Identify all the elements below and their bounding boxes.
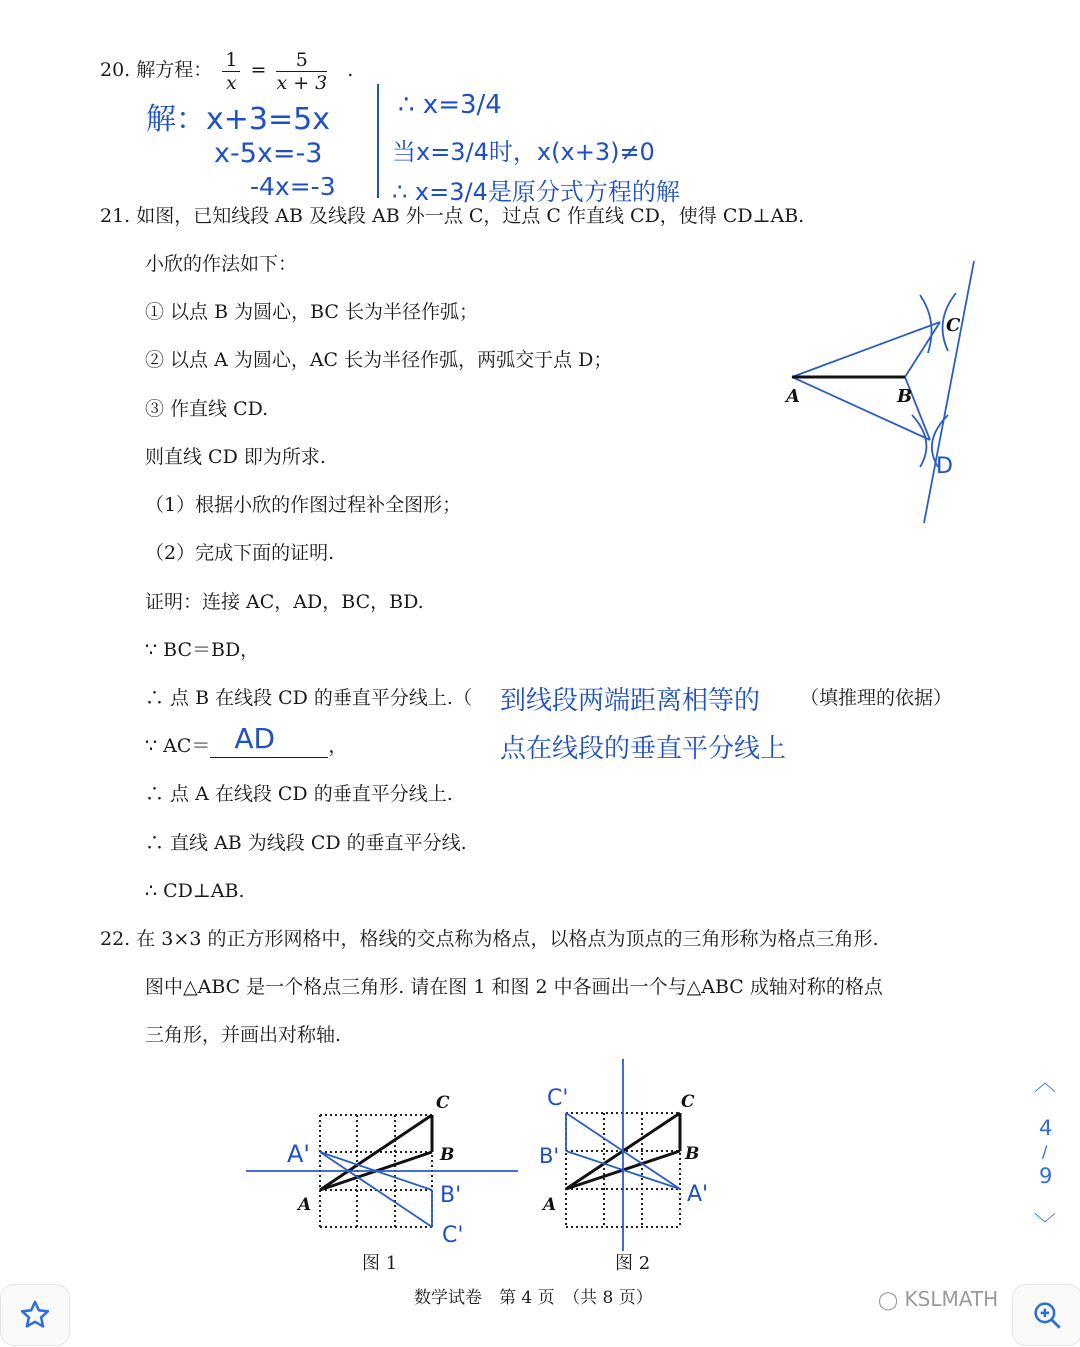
q21-prompt: 如图，已知线段 AB 及线段 AB 外一点 C，过点 C 作直线 CD，使得 CD⊥AB. <box>136 205 805 227</box>
wechat-icon: ◯ <box>878 1290 899 1311</box>
zoom-button[interactable] <box>1012 1284 1080 1346</box>
fill-hint: （填推理的依据） <box>800 687 953 709</box>
proof-comma: ， <box>328 735 348 757</box>
page-separator: / <box>1042 1142 1048 1161</box>
chevron-up-icon[interactable]: ︿ <box>1034 1071 1057 1096</box>
q22-figure-1 <box>240 1080 530 1250</box>
fig1-label-b: B <box>440 1145 455 1165</box>
q21-part-2: （2）完成下面的证明. <box>145 542 335 564</box>
q20-fraction-right <box>276 49 327 94</box>
q20-prompt: 解方程： <box>136 59 213 81</box>
label-d: D <box>936 454 953 479</box>
proof-line-7: ∴ CD⊥AB. <box>145 880 245 902</box>
fig1-label-c: C <box>436 1093 450 1113</box>
hw-reason-2: 点在线段的垂直平分线上 <box>500 734 787 764</box>
fig2-label-a1: A' <box>687 1182 709 1207</box>
arc-d-1 <box>912 415 926 467</box>
watermark-text: KSLMATH <box>904 1287 999 1311</box>
page-footer: 数学试卷 第 4 页 （共 8 页） <box>414 1288 653 1308</box>
fig2-label-b1: B' <box>539 1144 560 1168</box>
fig1-label-c1: C' <box>442 1223 464 1248</box>
page-total: 9 <box>1039 1164 1053 1188</box>
q20-number: 20. <box>100 59 131 81</box>
proof-line-2: ∵ BC＝BD， <box>145 639 260 661</box>
fig2-label-a: A <box>543 1195 557 1215</box>
label-a: A <box>786 386 800 407</box>
frac-right-denominator: x + 3 <box>276 71 328 94</box>
segment-bc <box>905 322 940 377</box>
proof-ac-equals: ∵ AC＝ <box>145 735 211 757</box>
q20-fraction-left <box>222 49 240 94</box>
answer-blank <box>210 722 328 758</box>
q22-line-2: 图中△ABC 是一个格点三角形. 请在图 1 和图 2 中各画出一个与△ABC 成轴对称的格点 <box>145 976 883 998</box>
zoom-in-icon <box>1030 1298 1064 1332</box>
hw-line-2: x-5x=-3 <box>214 138 323 169</box>
label-b: B <box>897 386 913 407</box>
q21-conclusion: 则直线 CD 即为所求. <box>145 446 326 468</box>
hw-line-5: 当x=3/4时，x(x+3)≠0 <box>392 138 655 166</box>
fig1-caption: 图 1 <box>362 1253 398 1274</box>
q22-figure-2 <box>535 1055 735 1255</box>
segment-ac <box>792 322 940 377</box>
hw-reason-1: 到线段两端距离相等的 <box>500 686 761 716</box>
equals-sign: = <box>250 59 267 81</box>
chevron-down-icon[interactable]: ﹀ <box>1034 1213 1057 1238</box>
page-current: 4 <box>1039 1116 1053 1140</box>
hw-line-6: ∴ x=3/4是原分式方程的解 <box>392 178 680 206</box>
fig2-label-b: B <box>685 1144 700 1164</box>
page-navigator <box>1022 1062 1074 1242</box>
reflected-triangle-2 <box>566 1059 680 1251</box>
watermark <box>878 1287 998 1311</box>
q20-end: . <box>347 59 354 81</box>
q21-step-1: ① 以点 B 为圆心，BC 长为半径作弧； <box>145 301 478 323</box>
q22-line-3: 三角形，并画出对称轴. <box>145 1024 342 1046</box>
q22-text-1: 在 3×3 的正方形网格中，格线的交点称为格点，以格点为顶点的三角形称为格点三角形. <box>136 928 879 950</box>
frac-left-denominator: x <box>226 71 237 94</box>
q21-construction-figure <box>770 255 1000 535</box>
favorite-button[interactable] <box>0 1284 70 1346</box>
q20-line <box>100 46 353 94</box>
proof-line-5: ∴ 点 A 在线段 CD 的垂直平分线上. <box>145 783 453 805</box>
label-c: C <box>946 315 961 336</box>
fig2-caption: 图 2 <box>615 1253 651 1274</box>
q22-line-1 <box>100 927 878 951</box>
fig2-label-c1: C' <box>547 1086 569 1111</box>
q21-step-2: ② 以点 A 为圆心，AC 长为半径作弧，两弧交于点 D； <box>145 349 613 371</box>
proof-line-1: 证明：连接 AC，AD，BC，BD. <box>145 591 424 613</box>
hw-divider <box>377 84 379 198</box>
frac-right-numerator: 5 <box>276 49 327 72</box>
q21-prompt-line <box>100 204 804 228</box>
star-icon <box>18 1298 52 1332</box>
proof-line-3: ∴ 点 B 在线段 CD 的垂直平分线上.（ <box>145 687 472 709</box>
hw-line-3: -4x=-3 <box>250 172 336 201</box>
proof-line-6: ∴ 直线 AB 为线段 CD 的垂直平分线. <box>145 832 467 854</box>
hw-blank-answer: AD <box>234 722 276 755</box>
q21-method-intro: 小欣的作法如下： <box>145 253 298 275</box>
fig1-label-a: A <box>298 1195 312 1215</box>
frac-left-numerator: 1 <box>222 49 240 72</box>
fig1-label-b1: B' <box>440 1183 462 1208</box>
q21-number: 21. <box>100 205 131 227</box>
fig1-label-a1: A' <box>287 1140 311 1168</box>
q22-number: 22. <box>100 928 131 950</box>
hw-line-4: ∴ x=3/4 <box>398 90 502 120</box>
hw-line-1: 解：x+3=5x <box>146 102 330 137</box>
proof-line-4 <box>145 722 348 758</box>
line-cd <box>924 261 974 523</box>
q21-step-3: ③ 作直线 CD. <box>145 398 269 420</box>
q21-part-1: （1）根据小欣的作图过程补全图形； <box>145 494 462 516</box>
fig2-label-c: C <box>681 1092 695 1112</box>
